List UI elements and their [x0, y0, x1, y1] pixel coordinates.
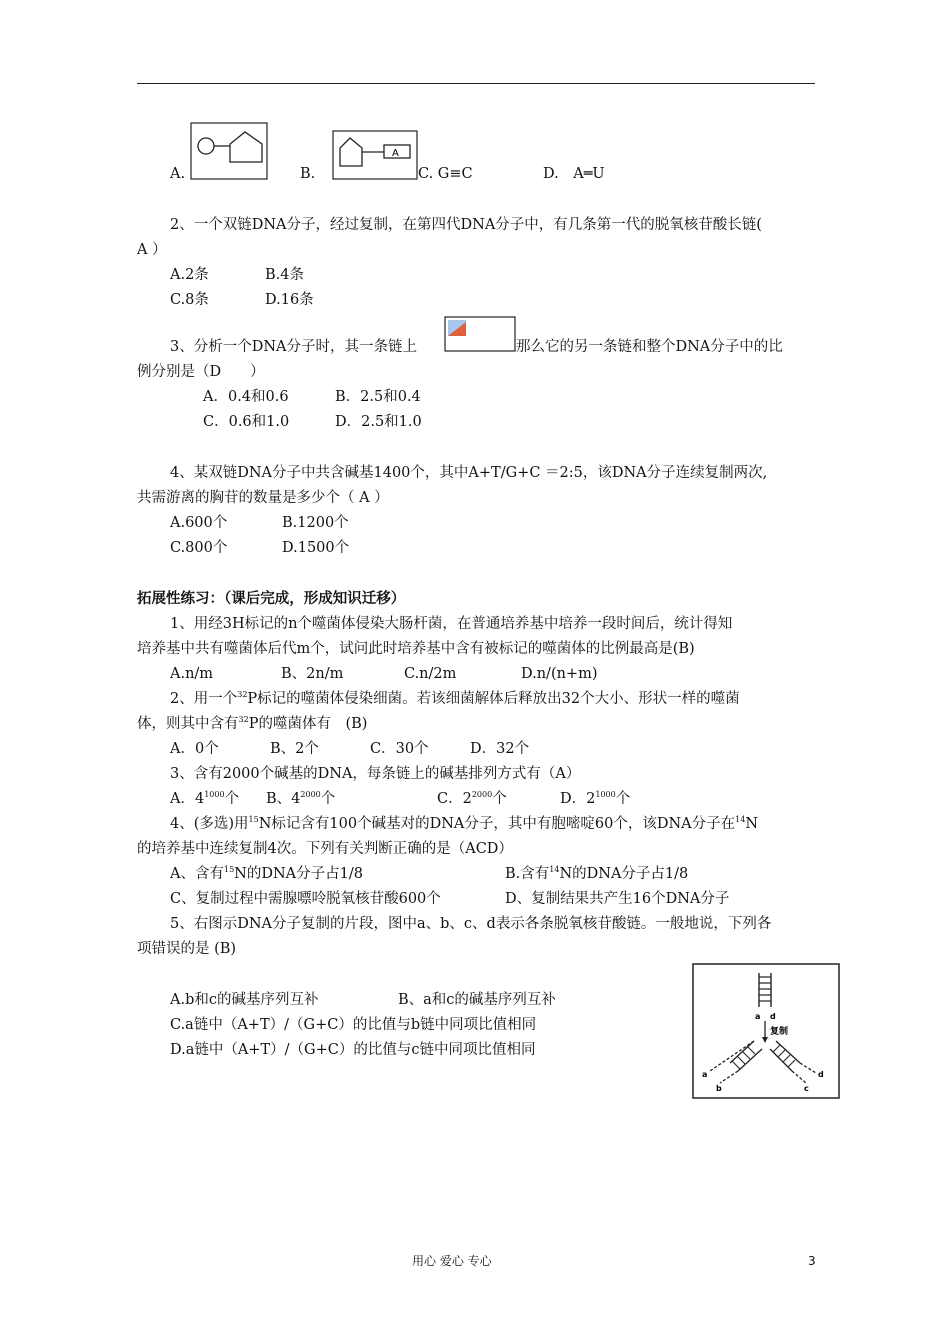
q3-option-a: A．0.4和0.6	[203, 389, 289, 405]
fig-label-c: c	[804, 1084, 809, 1093]
e3-option-a: A．$4^{1000}$个	[170, 790, 240, 807]
e2-option-c: C．30个	[370, 741, 429, 757]
q1-option-a-figure	[190, 122, 268, 180]
e4-option-a: A、含有$^{15}$N的DNA分子占1/8	[170, 865, 363, 882]
q3-stem-pre: 3、分析一个DNA分子时，其一条链上	[170, 339, 418, 355]
section-title: 拓展性练习：（课后完成，形成知识迁移）	[137, 591, 406, 607]
e2-line2: 体，则其中含有$^{32}$P的噬菌体有 (B)	[137, 715, 368, 732]
e1-option-a: A.n/m	[170, 666, 214, 682]
e1-option-c: C.n/2m	[404, 666, 457, 682]
q1-option-d: D. A═U	[543, 166, 605, 182]
e2-option-a: A．0个	[170, 741, 219, 757]
e1-option-d: D.n/(n+m)	[521, 666, 598, 682]
e5-option-d: D.a链中（A+T）/（G+C）的比值与c链中同项比值相同	[170, 1042, 536, 1058]
e4-line2: 的培养基中连续复制4次。下列有关判断正确的是（ACD）	[137, 841, 513, 857]
q2-stem-line2: A ）	[137, 242, 167, 258]
e5-line1: 5、右图示DNA分子复制的片段，图中a、b、c、d表示各条脱氧核苷酸链。一般地说，下列各	[170, 916, 772, 932]
e4-line1: 4、(多选)用$^{15}$N标记含有100个碱基对的DNA分子，其中有胞嘧啶60个，该DNA分子在$^{14}$N	[170, 815, 758, 832]
q4-option-d: D.1500个	[282, 540, 350, 556]
dna-replication-figure	[692, 963, 840, 1099]
q1-option-b: B.	[300, 166, 316, 182]
e2-option-b: B、2个	[270, 741, 319, 757]
e2-line1: 2、用一个$^{32}$P标记的噬菌体侵染细菌。若该细菌解体后释放出32个大小、形状一样的噬菌	[170, 690, 740, 707]
q2-option-d: D.16条	[265, 292, 314, 308]
e4-option-b: B.含有$^{14}$N的DNA分子占1/8	[505, 865, 689, 882]
e5-option-c: C.a链中（A+T）/（G+C）的比值与b链中同项比值相同	[170, 1017, 537, 1033]
e2-option-d: D．32个	[470, 741, 530, 757]
e3-option-c: C．$2^{2000}$个	[437, 790, 507, 807]
q3-ratio-image	[444, 316, 516, 352]
e3-option-b: B、$4^{2000}$个	[266, 790, 336, 807]
e1-line2: 培养基中共有噬菌体后代m个，试问此时培养基中含有被标记的噬菌体的比例最高是(B)	[137, 641, 695, 657]
e3-line1: 3、含有2000个碱基的DNA，每条链上的碱基排列方式有（A）	[170, 766, 581, 782]
e5-line2: 项错误的是 (B)	[137, 941, 237, 957]
e3-option-d: D．$2^{1000}$个	[560, 790, 631, 807]
fig-label-d: d	[818, 1070, 824, 1079]
e4-option-d: D、复制结果共产生16个DNA分子	[505, 891, 730, 907]
header-rule	[137, 83, 815, 84]
q2-stem-line1: 2、一个双链DNA分子，经过复制，在第四代DNA分子中，有几条第一代的脱氧核苷酸长链(	[170, 217, 762, 233]
q2-option-b: B.4条	[265, 267, 304, 283]
q3-stem-post: 那么它的另一条链和整个DNA分子中的比	[516, 339, 783, 355]
q3-option-c: C．0.6和1.0	[203, 414, 290, 430]
footer-motto: 用心 爱心 专心	[412, 1254, 492, 1268]
e5-option-a: A.b和c的碱基序列互补	[170, 992, 319, 1008]
e4-option-c: C、复制过程中需腺嘌呤脱氧核苷酸600个	[170, 891, 441, 907]
fig-label-copy: 复制	[770, 1027, 789, 1037]
q3-option-d: D．2.5和1.0	[335, 414, 422, 430]
q3-option-b: B．2.5和0.4	[335, 389, 421, 405]
q1-b-label: A	[392, 148, 399, 159]
q4-stem-line1: 4、某双链DNA分子中共含碱基1400个，其中A+T/G+C ＝2:5，该DNA分子连续复制两次,	[170, 465, 768, 481]
e5-option-b: B、a和c的碱基序列互补	[398, 992, 556, 1008]
q4-stem-line2: 共需游离的胸苷的数量是多少个（ A ）	[137, 490, 389, 506]
q4-option-a: A.600个	[170, 515, 228, 531]
q2-option-c: C.8条	[170, 292, 209, 308]
e1-option-b: B、2n/m	[281, 666, 344, 682]
q4-option-c: C.800个	[170, 540, 228, 556]
q4-option-b: B.1200个	[282, 515, 349, 531]
page-number: 3	[808, 1254, 816, 1268]
e1-line1: 1、用经3H标记的n个噬菌体侵染大肠杆菌，在普通培养基中培养一段时间后，统计得知	[170, 616, 733, 632]
q1-option-c: C. G≡C	[418, 166, 473, 182]
q3-stem-line2: 例分别是（D ）	[137, 364, 265, 380]
fig-label-a-top: a	[755, 1012, 761, 1021]
fig-label-d-top: d	[770, 1012, 776, 1021]
fig-label-b: b	[716, 1084, 722, 1093]
q2-option-a: A.2条	[170, 267, 209, 283]
q1-option-a: A.	[170, 166, 186, 182]
q1-option-b-figure	[332, 130, 418, 180]
fig-label-a: a	[702, 1070, 708, 1079]
